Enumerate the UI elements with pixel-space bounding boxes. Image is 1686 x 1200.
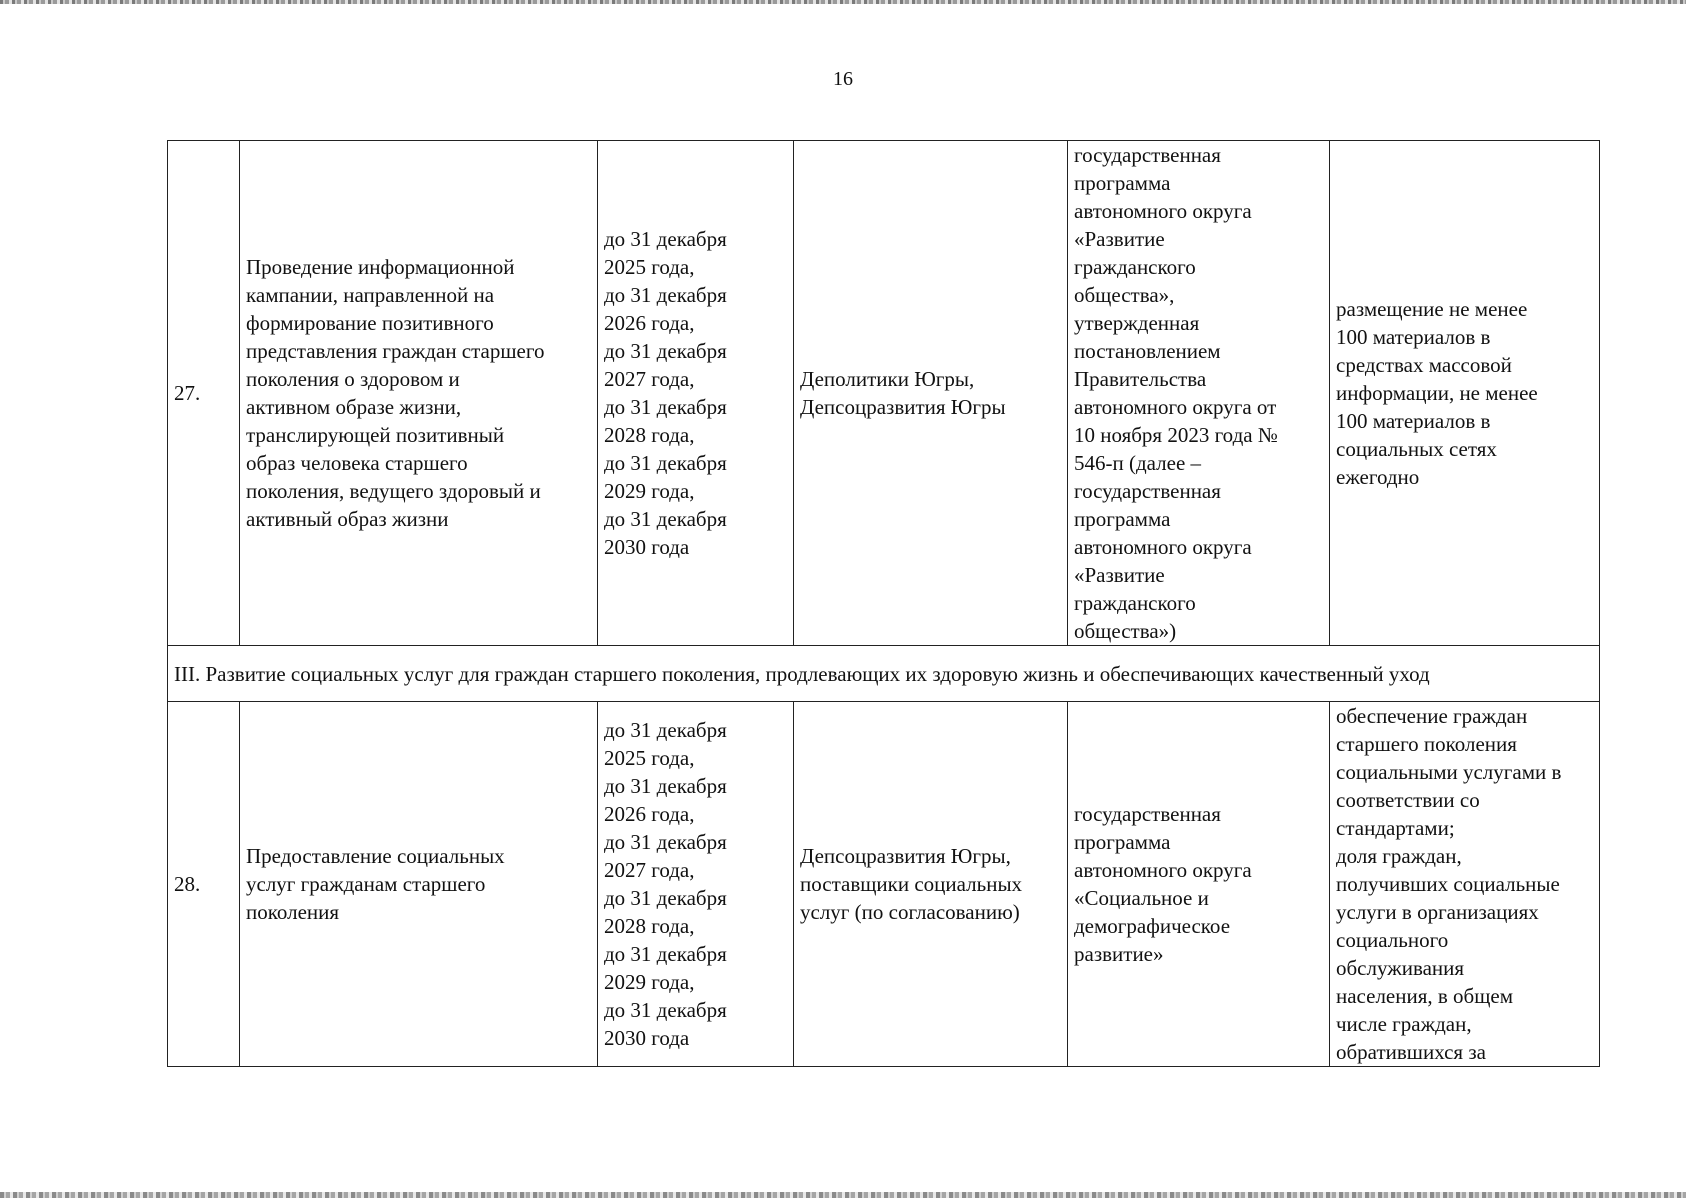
text-line: Правительства [1074,367,1207,391]
text-line: 2029 года, [604,970,695,994]
text-line: автономного округа от [1074,395,1277,419]
text-line: поколения о здоровом и [246,367,460,391]
result-cell [1330,141,1600,646]
text-line: информации, не менее [1336,381,1538,405]
text-line: 2025 года, [604,255,695,279]
text-line: 2025 года, [604,746,695,770]
text-line: автономного округа [1074,199,1252,223]
text-line: до 31 декабря [604,283,727,307]
activity-cell [240,702,598,1067]
text-line: услуг (по согласованию) [800,900,1020,924]
text-line: 10 ноября 2023 года № [1074,423,1278,447]
text-line: программа [1074,171,1171,195]
text-line: Деполитики Югры, [800,367,975,391]
text-line: Депсоцразвития Югры [800,395,1006,419]
section-heading-row [168,646,1600,702]
text-line: 100 материалов в [1336,409,1491,433]
text-line: обратившихся за [1336,1040,1486,1064]
text-line: социальных сетях [1336,437,1497,461]
row-number-cell: 27. [168,141,240,646]
table-row [168,702,1600,1067]
text-line: поставщики социальных [800,872,1023,896]
text-line: доля граждан, [1336,844,1462,868]
text-line: образ человека старшего [246,451,468,475]
text-line: обеспечение граждан [1336,704,1528,728]
text-line: 2028 года, [604,423,695,447]
source-cell [1068,702,1330,1067]
text-line: до 31 декабря [604,942,727,966]
text-line: до 31 декабря [604,339,727,363]
text-line: транслирующей позитивный [246,423,505,447]
text-line: средствах массовой [1336,353,1512,377]
text-line: общества», [1074,283,1175,307]
executors-cell [794,141,1068,646]
scan-edge-top [0,0,1686,4]
text-line: до 31 декабря [604,451,727,475]
text-line: демографическое [1074,914,1231,938]
text-line: 2027 года, [604,858,695,882]
text-line: 546-п (далее – [1074,451,1202,475]
text-line: 2028 года, [604,914,695,938]
text-line: формирование позитивного [246,311,494,335]
text-line: старшего поколения [1336,732,1517,756]
activity-cell [240,141,598,646]
deadline-cell [598,702,794,1067]
text-line: 2026 года, [604,311,695,335]
text-line: гражданского [1074,255,1196,279]
text-line: стандартами; [1336,816,1455,840]
text-line: обслуживания [1336,956,1465,980]
text-line: государственная [1074,479,1221,503]
text-line: «Социальное и [1074,886,1209,910]
text-line: Предоставление социальных [246,844,505,868]
text-line: поколения, ведущего здоровый и [246,479,541,503]
text-line: государственная [1074,143,1221,167]
text-line: до 31 декабря [604,998,727,1022]
result-cell [1330,702,1600,1067]
text-line: до 31 декабря [604,507,727,531]
text-line: населения, в общем [1336,984,1514,1008]
text-line: программа [1074,507,1171,531]
text-line: 2026 года, [604,802,695,826]
executors-cell [794,702,1068,1067]
text-line: услуг гражданам старшего [246,872,486,896]
text-line: соответствии со [1336,788,1480,812]
text-line: ежегодно [1336,465,1420,489]
table-row [168,141,1600,646]
measures-table [167,140,1600,1067]
text-line: размещение не менее [1336,297,1528,321]
text-line: 2030 года [604,535,690,559]
text-line: представления граждан старшего [246,339,545,363]
text-line: развитие» [1074,942,1164,966]
text-line: кампании, направленной на [246,283,495,307]
text-line: получивших социальные [1336,872,1560,896]
text-line: утвержденная [1074,311,1200,335]
text-line: автономного округа [1074,535,1252,559]
text-line: социальными услугами в [1336,760,1562,784]
text-line: поколения [246,900,340,924]
deadline-cell [598,141,794,646]
text-line: социального [1336,928,1449,952]
source-cell [1068,141,1330,646]
text-line: автономного округа [1074,858,1252,882]
text-line: до 31 декабря [604,227,727,251]
text-line: «Развитие [1074,563,1165,587]
text-line: постановлением [1074,339,1221,363]
text-line: 100 материалов в [1336,325,1491,349]
text-line: гражданского [1074,591,1196,615]
text-line: 2030 года [604,1026,690,1050]
text-line: «Развитие [1074,227,1165,251]
text-line: до 31 декабря [604,830,727,854]
text-line: 2029 года, [604,479,695,503]
text-line: числе граждан, [1336,1012,1472,1036]
text-line: до 31 декабря [604,718,727,742]
page-number: 16 [833,68,853,90]
text-line: 2027 года, [604,367,695,391]
text-line: общества») [1074,619,1177,643]
section-title: III. Развитие социальных услуг для граждан старшего поколения, продлевающих их здоровую жизнь и обеспечивающих качественный уход [168,646,1600,702]
text-line: государственная [1074,802,1221,826]
text-line: активный образ жизни [246,507,449,531]
scan-edge-bottom [0,1192,1686,1198]
text-line: Проведение информационной [246,255,515,279]
text-line: программа [1074,830,1171,854]
text-line: Депсоцразвития Югры, [800,844,1011,868]
text-line: активном образе жизни, [246,395,462,419]
text-line: услуги в организациях [1336,900,1539,924]
text-line: до 31 декабря [604,886,727,910]
row-number-cell: 28. [168,702,240,1067]
text-line: до 31 декабря [604,774,727,798]
text-line: до 31 декабря [604,395,727,419]
